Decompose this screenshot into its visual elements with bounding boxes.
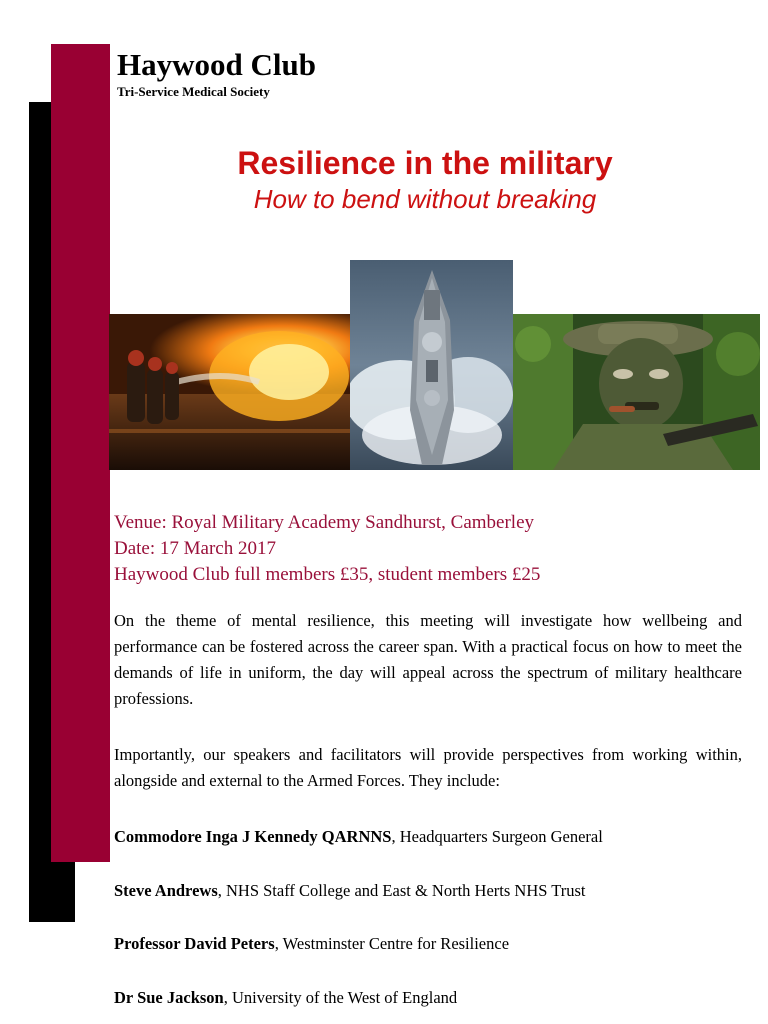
speaker-affiliation: , NHS Staff College and East & North Herts NHS Trust xyxy=(217,881,586,900)
firefighters-photo xyxy=(109,314,350,470)
event-details xyxy=(114,510,540,588)
speaker-name: Dr Sue Jackson xyxy=(114,988,224,1007)
event-title: Resilience in the military xyxy=(237,145,613,181)
speaker-item xyxy=(114,933,509,955)
speaker-name: Steve Andrews xyxy=(114,881,218,900)
speaker-item xyxy=(114,826,603,848)
description-paragraph-2: Importantly, our speakers and facilitators will provide perspectives from working within, alongside and external to the Armed Forces. They include: xyxy=(114,745,742,790)
speaker-affiliation: , Westminster Centre for Resilience xyxy=(274,934,510,953)
speaker-affiliation: , University of the West of England xyxy=(223,988,458,1007)
speaker-affiliation: , Headquarters Surgeon General xyxy=(391,827,603,846)
date-text: Date: 17 March 2017 xyxy=(114,538,276,559)
speaker-name: Professor David Peters xyxy=(114,934,275,953)
description-paragraph-1: On the theme of mental resilience, this meeting will investigate how wellbeing and performance can be fostered across the career span. With a practical focus on how to meet the demands of life in uniform, the day will appeal across the spectrum of military healthcare professions. xyxy=(114,611,742,708)
decorative-red-bar xyxy=(51,44,110,862)
pricing-text: Haywood Club full members £35, student members £25 xyxy=(114,564,541,585)
club-name: Haywood Club xyxy=(117,47,316,82)
speaker-item xyxy=(114,987,457,1009)
warship-photo xyxy=(350,260,513,470)
speaker-item xyxy=(114,880,586,902)
venue-text: Venue: Royal Military Academy Sandhurst, Camberley xyxy=(114,512,535,533)
society-name: Tri-Service Medical Society xyxy=(117,84,270,99)
soldier-photo xyxy=(513,314,760,470)
event-subtitle: How to bend without breaking xyxy=(253,184,597,214)
speaker-name: Commodore Inga J Kennedy QARNNS xyxy=(114,827,392,846)
